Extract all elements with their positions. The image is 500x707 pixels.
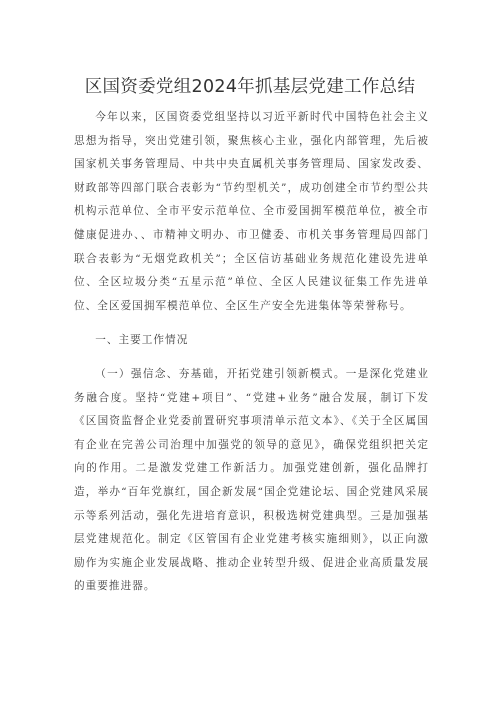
body-paragraph: （一）强信念、夯基础，开拓党建引领新模式。一是深化党建业务融合度。坚持“党建+项目”、“党建+业务”融合发展，制订下发《区国资监督企业党委前置研究事项清单示范文本》、《关于全区属国有企业在完善公司治理中加强党的领导的意见》，确保党组织把关定向的作用。二是激发党建工作新活力。加强党建创新，强化品牌打造，举办“百年党旗红，国企新发展“国企党建论坛、国企党建风采展示等系列活动，强化先进培育意识，积极选树党建典型。三是加强基层党建规范化。制定《区管国有企业党建考核实施细则》，以正向激励作为实施企业发展战略、推动企业转型升级、促进企业高质量发展的重要推进器。	[74, 367, 429, 593]
document-body	[74, 106, 429, 599]
section-heading: 一、主要工作情况	[95, 334, 189, 347]
intro-paragraph: 今年以来，区国资委党组坚持以习近平新时代中国特色社会主义思想为指导，突出党建引领，聚焦核心主业，强化内部管理，先后被国家机关事务管理局、中共中央直属机关事务管理局、国家发改委、财政部等四部门联合表彰为“节约型机关”，成功创建全市节约型公共机构示范单位、全市平安示范单位、全市爱国拥军模范单位，被全市健康促进办、、市精神文明办、市卫健委、市机关事务管理局四部门联合表彰为“无烟党政机关”；全区信访基础业务规范化建设先进单位、全区垃圾分类“五星示范”单位、全区人民建议征集工作先进单位、全区爱国拥军模范单位、全区生产安全先进集体等荣誉称号。	[74, 111, 429, 312]
document-title: 区国资委党组2024年抓基层党建工作总结	[84, 77, 416, 97]
